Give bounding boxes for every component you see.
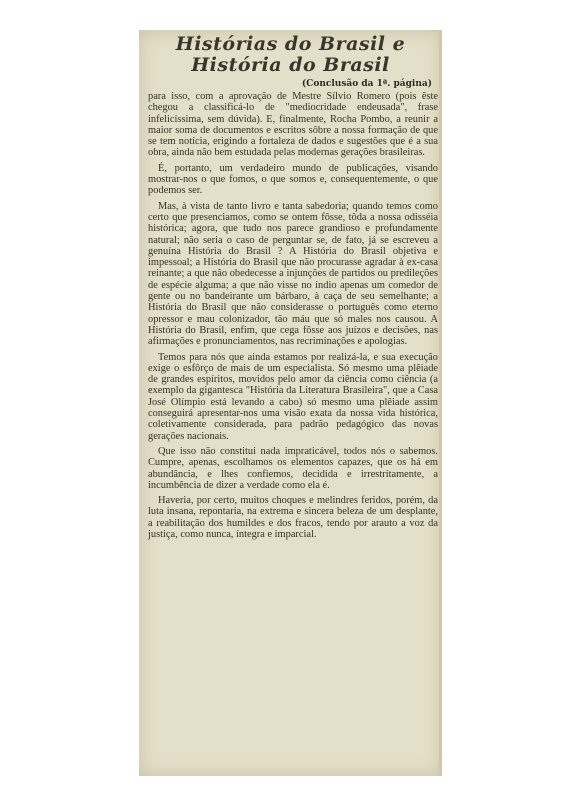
paragraph-2: É, portanto, um verdadeiro mundo de publicações, visando mostrar-nos o que fomos, o que somos e, consequentemente, o que podemos ser. [148, 162, 438, 197]
paragraph-5: Que isso não constitui nada impraticável, todos nós o sabemos. Cumpre, apenas, escolhamos os elementos capazes, que os há em abundância, e lhes confiemos, decidida e irrestritamente, a incumbência de dizer a verdade como ela é. [148, 445, 438, 491]
newspaper-clipping [139, 30, 442, 776]
headline-line-1: Histórias do Brasil e [175, 33, 406, 55]
headline-line-2: História do Brasil [191, 54, 390, 76]
paragraph-3: Mas, à vista de tanto livro e tanta sabedoria; quando temos como certo que presenciamos, como se ontem fôsse, tôda a nossa odisséia histórica; agora, que tudo nos parece grandioso e profundamente natural; não seria o caso de perguntar se, de fato, já se escreveu a genuína História do Brasil ? A História do Brasil objetiva e impessoal; a História do Brasil que não procurasse agradar à ex-casa reinante; a que não obedecesse a injunções de partidos ou predileções de espécie alguma; a que não visse no índio apenas um comedor de gente ou no bandeirante um bárbaro, à caça de seu semelhante; a História do Brasil que não considerasse o português como eterno opressor e mau colonizador, tão máu que só males nos causou. A História do Brasil, enfim, que cega fôsse aos juízos e decisões, nas afirmações e pronunciamentos, nas recriminações e apologias. [148, 200, 438, 348]
continuation-note: (Conclusão da 1ª. página) [301, 79, 432, 89]
article-body [148, 91, 438, 540]
article-headline [139, 34, 442, 76]
clipping-edge [439, 30, 442, 776]
paragraph-6: Haveria, por certo, muitos choques e melindres feridos, porém, da luta insana, repontaria, na extrema e sincera beleza de um desplante, a reabilitação dos humildes e dos fracos, tendo por arauto a voz da justiça, como nunca, íntegra e imparcial. [148, 495, 438, 540]
paragraph-4: Temos para nós que ainda estamos por realizá-la, e sua execução exige o esfôrço de mais de um especialista. Só mesmo uma plêiade de grandes espíritos, movidos pelo amor da ciência como ciência (a exemplo da gigantesca "História da Literatura Brasileira", que a Casa José Olímpio está levando a cabo) só mesmo uma plêiade assim conseguirá apresentar-nos uma visão exata da nossa vida histórica, coletivamente considerada, para padrão pedagógico das novas gerações nacionais. [148, 351, 438, 442]
paragraph-1: para isso, com a aprovação de Mestre Sílvio Romero (pois êste chegou a classificá-lo de "mediocridade endeusada", frase infelicíssima, sem dúvida). E, finalmente, Rocha Pombo, a reunir a maior soma de documentos e escritos sôbre a nossa formação de que se tem notícia, erigindo a fortaleza de dados e sugestões que é a sua obra, ainda não bem estudada pelas modernas gerações brasileiras. [148, 91, 438, 159]
